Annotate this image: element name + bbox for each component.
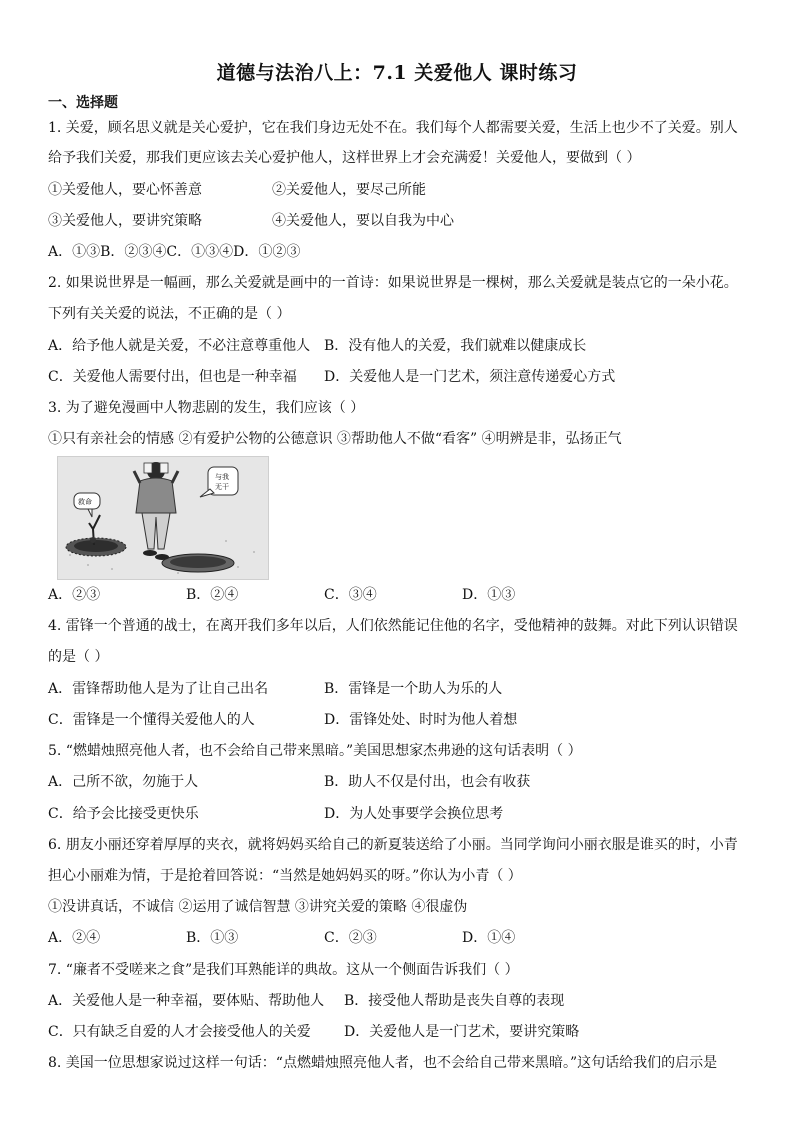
q7-stem-line-1: 7. “廉者不受嗟来之食”是我们耳熟能详的典故。这从一个侧面告诉我们（ ） — [48, 962, 519, 978]
q6-option-c: C．②③ — [324, 930, 377, 946]
cartoon-label-right-1: 与我 — [215, 473, 229, 481]
q8-stem-line-1: 8. 美国一位思想家说过这样一句话：“点燃蜡烛照亮他人者，也不会给自己带来黑暗。”这句话给我们的启示是 — [48, 1055, 718, 1071]
q1-options: A．①③B．②③④C．①③④D．①②③ — [48, 244, 301, 260]
q5-option-b: B．助人不仅是付出，也会有收获 — [324, 774, 531, 790]
q7-option-c: C．只有缺乏自爱的人才会接受他人的关爱 — [48, 1024, 311, 1040]
q5-option-d: D．为人处事要学会换位思考 — [324, 806, 504, 822]
q1-stem-line-2: 给予我们关爱，那我们更应该去关心爱护他人，这样世界上才会充满爱！关爱他人，要做到（ ） — [48, 150, 641, 166]
cartoon-label-left: 救命 — [78, 498, 92, 506]
q6-option-a: A．②④ — [48, 930, 101, 946]
cartoon-illustration — [57, 456, 269, 580]
q4-stem-line-1: 4. 雷锋一个普通的战士，在离开我们多年以后，人们依然能记住他的名字，受他精神的鼓舞。对此下列认识错误 — [48, 618, 738, 634]
section-heading: 一、选择题 — [48, 95, 118, 111]
q2-option-c: C．关爱他人需要付出，但也是一种幸福 — [48, 369, 297, 385]
q3-option-b: B．②④ — [186, 587, 239, 603]
q6-stem-line-2: 担心小丽难为情，于是抢着回答说：“当然是她妈妈买的呀。”你认为小青（ ） — [48, 868, 522, 884]
q1-statement-4: ④关爱他人，要以自我为中心 — [272, 213, 454, 229]
q1-statement-3: ③关爱他人，要讲究策略 — [48, 213, 202, 229]
q4-option-c: C．雷锋是一个懂得关爱他人的人 — [48, 712, 255, 728]
q1-statement-2: ②关爱他人，要尽己所能 — [272, 182, 426, 198]
q5-option-a: A．己所不欲，勿施于人 — [48, 774, 199, 790]
q4-option-d: D．雷锋处处、时时为他人着想 — [324, 712, 518, 728]
q3-option-d: D．①③ — [462, 587, 516, 603]
q3-option-a: A．②③ — [48, 587, 101, 603]
q3-option-c: C．③④ — [324, 587, 377, 603]
q5-stem-line-1: 5. “燃蜡烛照亮他人者，也不会给自己带来黑暗。”美国思想家杰弗逊的这句话表明（ ） — [48, 743, 582, 759]
q1-stem-line-1: 1. 关爱，顾名思义就是关心爱护，它在我们身边无处不在。我们每个人都需要关爱，生活上也少不了关爱。别人 — [48, 120, 738, 136]
q4-option-b: B．雷锋是一个助人为乐的人 — [324, 681, 503, 697]
q6-option-d: D．①④ — [462, 930, 516, 946]
q2-stem-line-1: 2. 如果说世界是一幅画，那么关爱就是画中的一首诗：如果说世界是一棵树，那么关爱就是装点它的一朵小花。 — [48, 275, 738, 291]
q6-stem-line-1: 6. 朋友小丽还穿着厚厚的夹衣，就将妈妈买给自己的新夏装送给了小丽。当同学询问小丽衣服是谁买的时，小青 — [48, 837, 738, 853]
cartoon-label-right-2: 无干 — [215, 483, 229, 491]
q2-stem-line-2: 下列有关关爱的说法，不正确的是（ ） — [48, 306, 291, 322]
q3-stem-line-1: 3. 为了避免漫画中人物悲剧的发生，我们应该（ ） — [48, 400, 365, 416]
page-title: 道德与法治八上：7.1 关爱他人 课时练习 — [216, 62, 578, 84]
q7-option-a: A．关爱他人是一种幸福，要体贴、帮助他人 — [48, 993, 325, 1009]
q7-option-d: D．关爱他人是一门艺术，要讲究策略 — [344, 1024, 580, 1040]
q2-option-b: B．没有他人的关爱，我们就难以健康成长 — [324, 338, 587, 354]
q3-statements: ①只有亲社会的情感 ②有爱护公物的公德意识 ③帮助他人不做“看客” ④明辨是非，弘扬正气 — [48, 431, 622, 447]
q2-option-a: A．给予他人就是关爱，不必注意尊重他人 — [48, 338, 311, 354]
q7-option-b: B．接受他人帮助是丧失自尊的表现 — [344, 993, 565, 1009]
q1-statement-1: ①关爱他人，要心怀善意 — [48, 182, 202, 198]
q4-option-a: A．雷锋帮助他人是为了让自己出名 — [48, 681, 269, 697]
q5-option-c: C．给予会比接受更快乐 — [48, 806, 199, 822]
q2-option-d: D．关爱他人是一门艺术，须注意传递爱心方式 — [324, 369, 616, 385]
q4-stem-line-2: 的是（ ） — [48, 649, 109, 665]
q6-statements: ①没讲真话，不诚信 ②运用了诚信智慧 ③讲究关爱的策略 ④很虚伪 — [48, 899, 468, 915]
q6-option-b: B．①③ — [186, 930, 239, 946]
